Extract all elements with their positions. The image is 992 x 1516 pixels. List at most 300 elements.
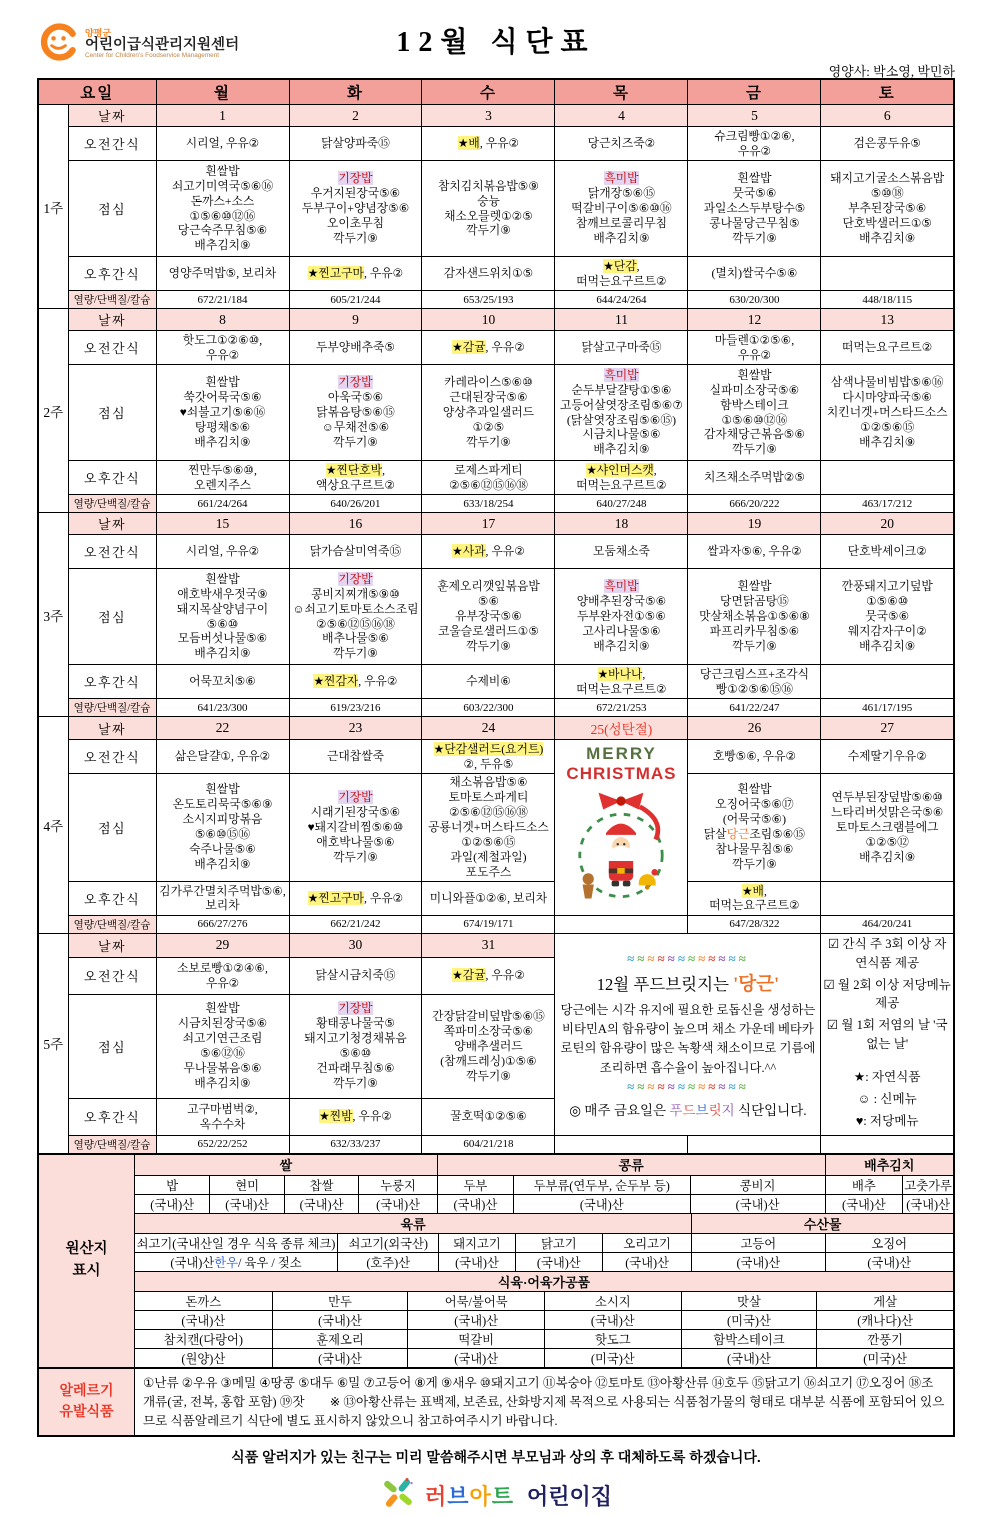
- menu-line: 배추김치⑨: [194, 238, 251, 253]
- origin-item-name: 고등어: [691, 1233, 824, 1252]
- nutrition-cell: 644/24/264: [555, 291, 688, 309]
- origin-item-name: 두부류(연두부, 순두부 등): [513, 1175, 690, 1194]
- menu-line: 깍두기⑨: [333, 646, 378, 661]
- week-pm-row: [38, 257, 954, 291]
- origin-item-name: 게살: [816, 1291, 953, 1310]
- pm-snack-cell: [821, 257, 954, 291]
- menu-line: 꿀호떡①②⑤⑥: [450, 1109, 527, 1124]
- menu-line: 흰쌀밥: [737, 579, 772, 594]
- pm-snack-cell: [156, 461, 289, 495]
- menu-line: 숙주나물⑤⑥: [189, 842, 256, 857]
- origin-country: (국내)산: [825, 1194, 903, 1213]
- origin-item-name: 쇠고기(외국산): [337, 1233, 438, 1252]
- menu-line: 양상추과일샐러드: [442, 405, 535, 420]
- menu-line: 깍두기⑨: [333, 230, 378, 245]
- origin-group-header: 콩류: [437, 1155, 825, 1175]
- origin-country: (원양)산: [135, 1348, 272, 1367]
- lunch-cell: [422, 774, 555, 882]
- menu-line: ★찐감자, 우유②: [313, 674, 398, 689]
- row-label-date: 날짜: [68, 513, 156, 535]
- date-cell: 8: [156, 309, 289, 331]
- menu-line: 닭살시금치죽⑮: [315, 968, 396, 983]
- menu-line: 배추김치⑨: [593, 230, 650, 245]
- menu-line: 코울슬로샐러드①⑤: [438, 623, 539, 638]
- week-am-row: [38, 127, 954, 161]
- brand-char: 트: [491, 1484, 515, 1510]
- origin-row: [135, 1155, 953, 1175]
- origin-item-name: 쇠고기(국내산일 경우 식육 종류 체크): [135, 1233, 337, 1252]
- week-am-row: [38, 535, 954, 569]
- origin-country: (국내)산: [515, 1252, 603, 1271]
- row-label-lunch: 점심: [68, 774, 156, 882]
- menu-line: 깍두기⑨: [333, 849, 378, 864]
- origin-item-name: 핫도그: [544, 1329, 681, 1348]
- origin-row: [135, 1329, 953, 1348]
- origin-item-name: 누룽지: [358, 1175, 437, 1194]
- origin-country: (국내)산: [438, 1252, 514, 1271]
- pm-snack-cell: [688, 461, 821, 495]
- legend-symbol-item: ★: 자연식품: [853, 1070, 921, 1085]
- origin-country: (국내)산: [407, 1310, 544, 1329]
- menu-line: 흰쌀밥: [737, 171, 772, 186]
- menu-line: ☺쇠고기토마토소스조림: [292, 601, 419, 616]
- week-date-row: [38, 105, 954, 127]
- menu-line: 단호박샐러드①⑤: [842, 215, 932, 230]
- menu-line: 삼색나물비빔밥⑤⑥⑯: [830, 375, 944, 390]
- pm-snack-cell: [422, 257, 555, 291]
- lunch-cell: [688, 161, 821, 257]
- origin-item-name: 떡갈비: [407, 1329, 544, 1348]
- menu-line: 고등어살엿장조림⑤⑥⑦: [560, 397, 683, 412]
- menu-line: 흰쌀밥: [737, 367, 772, 382]
- row-label-date: 날짜: [68, 105, 156, 127]
- menu-line: ⑤⑥⑩⑮⑯: [194, 827, 251, 842]
- menu-line: 깍두기⑨: [732, 442, 777, 457]
- menu-line: 훈제오리깻잎볶음밥: [437, 579, 540, 594]
- week-pm-row: [38, 881, 954, 915]
- menu-line: 고사리나물⑤⑥: [582, 623, 661, 638]
- logo-region: 양평군: [85, 27, 112, 38]
- decor-glyph: ≈: [647, 950, 658, 966]
- menu-line: 깍두기⑨: [333, 1076, 378, 1091]
- date-cell: 6: [821, 105, 954, 127]
- menu-line: 쑥갓어묵국⑤⑥: [183, 390, 262, 405]
- week-nutrition-row: [38, 1135, 954, 1154]
- menu-line: 파프리카무침⑤⑥: [709, 623, 800, 638]
- foodbridge-body: 당근에는 시각 유지에 필요한 로돕신을 생성하는 비타민A의 함유량이 높으며 채소 가운데 베타카로틴의 함유량이 많은 녹황색 채소이므로 기름에 조리하면 흡수율이 높아집니다.^^: [560, 1002, 816, 1075]
- menu-line: 떠먹는요구르트②: [709, 898, 800, 913]
- menu-line: 기장밥: [338, 375, 373, 390]
- menu-line: 흰쌀밥: [205, 571, 240, 586]
- legend-check-item: ☑ 월 2회 이상 저당메뉴 제공: [823, 977, 951, 1011]
- menu-line: 미니와플①②⑥, 보리차: [429, 890, 548, 905]
- legend-box: [821, 933, 954, 1135]
- week-date-row: [38, 309, 954, 331]
- am-snack-cell: [688, 127, 821, 161]
- date-cell: 9: [289, 309, 422, 331]
- origin-country: (국내)산: [902, 1194, 953, 1213]
- menu-line: 닭살당근조림⑤⑥⑮: [703, 827, 806, 842]
- menu-line: 마들렌①②⑤⑥,: [714, 332, 795, 347]
- origin-label-line2: 표시: [72, 1262, 101, 1279]
- menu-line: 콩나물당근무침⑤: [709, 215, 800, 230]
- week-label: 2주: [38, 309, 68, 513]
- origin-country: (국내)산: [513, 1194, 690, 1213]
- pm-snack-cell: [156, 665, 289, 699]
- menu-line: 과일(제철과일): [450, 849, 527, 864]
- origin-item-name: 콩비지: [690, 1175, 825, 1194]
- pinwheel-logo-icon: [380, 1475, 416, 1516]
- decor-glyph: ≈: [687, 1078, 699, 1094]
- nutrition-cell: 604/21/218: [422, 1135, 555, 1154]
- menu-line: ★찐단호박,: [325, 462, 386, 477]
- menu-line: 황태콩나물국⑤: [316, 1016, 395, 1031]
- origin-row: [135, 1213, 953, 1233]
- nutrition-cell: 464/20/241: [821, 915, 954, 933]
- lunch-cell: [289, 994, 422, 1098]
- pm-snack-cell: [555, 257, 688, 291]
- menu-line: 깍두기⑨: [333, 434, 378, 449]
- menu-line: 쇠고기연근조림: [182, 1031, 263, 1046]
- origin-country: (국내)산: [272, 1348, 408, 1367]
- menu-line: 기장밥: [338, 171, 373, 186]
- allergy-section: [37, 1369, 955, 1438]
- legend-symbol-item: ♥: 저당메뉴: [855, 1113, 919, 1128]
- menu-line: 당면닭곰탕⑮: [720, 594, 789, 609]
- menu-line: 간장닭갈비덮밥⑤⑥⑮: [432, 1008, 545, 1023]
- row-label-pm: 오후간식: [68, 665, 156, 699]
- week-am-row: [38, 331, 954, 365]
- menu-line: 떠먹는요구르트②: [576, 273, 667, 288]
- origin-country: (국내)산: [825, 1252, 953, 1271]
- nutrition-cell: 672/21/184: [156, 291, 289, 309]
- date-cell: 16: [289, 513, 422, 535]
- origin-item-name: 맛살: [681, 1291, 817, 1310]
- menu-line: 소시지피망볶음: [182, 812, 263, 827]
- week-label: 5주: [38, 933, 68, 1154]
- decor-glyph: ≈: [657, 950, 668, 966]
- origin-row: [135, 1194, 953, 1213]
- origin-country: (국내)산: [284, 1194, 358, 1213]
- menu-line: 카레라이스⑤⑥⑩: [444, 375, 533, 390]
- menu-line: 흑미밥: [604, 579, 639, 594]
- menu-line: 시리얼, 우유②: [185, 544, 260, 559]
- date-cell: 27: [821, 717, 954, 740]
- lunch-cell: [688, 774, 821, 882]
- menu-line: 순두부달걀탕①⑤⑥: [571, 382, 672, 397]
- origin-item-name: 찹쌀: [284, 1175, 358, 1194]
- pm-snack-cell: [821, 665, 954, 699]
- origin-item-name: 참치캔(다랑어): [135, 1329, 272, 1348]
- am-snack-cell: [156, 740, 289, 774]
- origin-item-name: 현미: [209, 1175, 283, 1194]
- menu-line: 웨지감자구이②: [847, 623, 927, 638]
- menu-line: 깍두기⑨: [466, 1068, 511, 1083]
- decor-glyph: ≈: [728, 950, 739, 966]
- menu-line: 닭살고구마죽⑮: [581, 340, 662, 355]
- row-label-nutrition: 열량/단백질/칼슘: [68, 291, 156, 309]
- decor-glyph: ≈: [667, 950, 678, 966]
- date-cell: 5: [688, 105, 821, 127]
- menu-line: 배추김치⑨: [859, 849, 916, 864]
- day-header: 목: [555, 79, 688, 105]
- decor-glyph: ≈: [728, 1078, 739, 1094]
- origin-row: [135, 1291, 953, 1310]
- nutrition-cell: 619/23/216: [289, 699, 422, 717]
- menu-line: 양배추샐러드: [454, 1038, 523, 1053]
- menu-line: 보리차: [205, 898, 240, 913]
- date-cell: 18: [555, 513, 688, 535]
- origin-country: (국내)산 한우 / 육우 / 젖소: [135, 1252, 337, 1271]
- nutrition-cell: 641/23/300: [156, 699, 289, 717]
- lunch-cell: [555, 365, 688, 461]
- am-snack-cell: [688, 535, 821, 569]
- brand-char: 브: [447, 1484, 470, 1510]
- menu-line: 돈까스+소스: [190, 193, 255, 208]
- date-cell: 30: [289, 933, 422, 957]
- menu-line: ★바나나,: [597, 666, 646, 681]
- menu-line: 당근숙주무침⑤⑥: [177, 223, 268, 238]
- menu-line: 수제딸기우유②: [847, 749, 927, 764]
- nutrition-cell: 647/28/322: [688, 915, 821, 933]
- am-snack-cell: [422, 957, 555, 994]
- date-cell: 11: [555, 309, 688, 331]
- date-cell: 29: [156, 933, 289, 957]
- decor-glyph: ≈: [698, 950, 709, 966]
- allergy-label-line1: 알레르기: [59, 1384, 114, 1400]
- menu-line: 치즈채소주먹밥②⑤: [703, 470, 805, 485]
- lunch-cell: [821, 569, 954, 665]
- menu-line: ⑤⑥⑩: [339, 1046, 372, 1061]
- menu-line: 참치김치볶음밥⑤⑨: [438, 178, 539, 193]
- menu-line: 유부장국⑤⑥: [455, 609, 522, 624]
- menu-line: 배추김치⑨: [593, 638, 650, 653]
- origin-item-name: 배추: [825, 1175, 903, 1194]
- origin-item-name: 오리고기: [602, 1233, 691, 1252]
- menu-line: 참나물무침⑤⑥: [715, 842, 794, 857]
- date-cell: 15: [156, 513, 289, 535]
- nutrition-cell: 632/33/237: [289, 1135, 422, 1154]
- decor-glyph: ≈: [657, 1078, 668, 1094]
- legend-check-item: ☑ 월 1회 저염의 날 '국 없는 날': [826, 1018, 948, 1052]
- menu-line: 콩비지찌개⑤⑨⑩: [311, 586, 400, 601]
- date-cell: 17: [422, 513, 555, 535]
- day-header: 수: [422, 79, 555, 105]
- menu-line: 기장밥: [338, 789, 373, 804]
- row-label-nutrition: 열량/단백질/칼슘: [68, 1135, 156, 1154]
- decor-glyph: ≈: [677, 950, 688, 966]
- menu-line: ★배, 우유②: [457, 136, 520, 151]
- week-label: 4주: [38, 717, 68, 934]
- origin-item-name: 소시지: [544, 1291, 681, 1310]
- menu-line: 깍두기⑨: [466, 223, 511, 238]
- menu-line: [823, 271, 951, 276]
- menu-line: 양배추된장국⑤⑥: [576, 594, 667, 609]
- menu-line: ♥돼지갈비찜⑤⑥⑩: [307, 819, 404, 834]
- menu-line: ★감귤, 우유②: [452, 340, 525, 355]
- date-cell: 3: [422, 105, 555, 127]
- am-snack-cell: [688, 331, 821, 365]
- menu-line: 채소오믈렛①②⑤: [444, 208, 533, 223]
- origin-country: (국내)산: [272, 1310, 408, 1329]
- menu-line: 우유②: [737, 143, 772, 158]
- pm-snack-cell: [289, 665, 422, 699]
- pm-snack-cell: [156, 1098, 289, 1135]
- date-cell: 13: [821, 309, 954, 331]
- legend-symbols: [823, 1068, 951, 1131]
- lunch-cell: [422, 569, 555, 665]
- daycare-brand-name: [425, 1480, 514, 1511]
- lunch-cell: [289, 774, 422, 882]
- day-header-row: [38, 79, 954, 105]
- decor-glyph: ≈: [667, 1078, 678, 1094]
- week-label: 1주: [38, 105, 68, 309]
- pm-snack-cell: [688, 257, 821, 291]
- menu-line: 흑미밥: [604, 171, 639, 186]
- lunch-cell: [422, 994, 555, 1098]
- menu-line: ⑤⑩⑱: [870, 186, 904, 201]
- week-lunch-row: [38, 161, 954, 257]
- origin-group-header: 배추김치: [825, 1155, 953, 1175]
- lunch-cell: [156, 774, 289, 882]
- footer-notice: 식품 알러지가 있는 친구는 미리 말씀해주시면 부모님과 상의 후 대체하도록 하겠습니다.: [231, 1449, 761, 1466]
- origin-country: (미국)산: [816, 1348, 953, 1367]
- lunch-cell: [422, 161, 555, 257]
- menu-line: 공룡너겟+머스타드소스: [428, 819, 549, 834]
- row-label-date: 날짜: [68, 933, 156, 957]
- am-snack-cell: [821, 331, 954, 365]
- menu-line: 배추김치⑨: [194, 434, 251, 449]
- menu-line: (참깨드레싱)①⑤⑥: [440, 1053, 537, 1068]
- nutrition-cell: 603/22/300: [422, 699, 555, 717]
- am-snack-cell: [422, 740, 555, 774]
- pm-snack-cell: [289, 1098, 422, 1135]
- week-date-row: [38, 933, 954, 957]
- origin-item-name: 닭고기: [515, 1233, 603, 1252]
- menu-line: 모듬버섯나물⑤⑥: [177, 631, 268, 646]
- origin-item-name: 돈까스: [135, 1291, 272, 1310]
- lunch-cell: [821, 161, 954, 257]
- menu-line: 쇠고기미역국⑤⑥⑯: [171, 178, 274, 193]
- lunch-cell: [422, 365, 555, 461]
- menu-line: 흰쌀밥: [737, 782, 772, 797]
- menu-line: 떡갈비구이⑤⑥⑩⑯: [571, 201, 672, 216]
- menu-line: 두부완자전①⑤⑥: [577, 609, 666, 624]
- menu-line: [823, 475, 951, 480]
- decor-glyph: ≈: [677, 1078, 688, 1094]
- nutrition-cell: 674/19/171: [422, 915, 555, 933]
- row-label-pm: 오후간식: [68, 1098, 156, 1135]
- week-pm-row: [38, 461, 954, 495]
- nutrition-cell: 652/22/252: [156, 1135, 289, 1154]
- nutrition-cell: 661/24/264: [156, 495, 289, 513]
- nutrition-cell: [821, 1135, 954, 1154]
- lunch-cell: [289, 569, 422, 665]
- menu-line: 깍두기⑨: [466, 638, 511, 653]
- date-cell: 4: [555, 105, 688, 127]
- row-label-nutrition: 열량/단백질/칼슘: [68, 915, 156, 933]
- menu-line: 과일소스두부탕수⑤: [703, 201, 806, 216]
- menu-line: ★사과, 우유②: [452, 544, 525, 559]
- am-snack-cell: [422, 535, 555, 569]
- decor-row: [557, 951, 818, 967]
- menu-line: (멸치)쌀국수⑤⑥: [711, 266, 798, 281]
- origin-item-name: 훈제오리: [272, 1329, 408, 1348]
- week-lunch-row: [38, 569, 954, 665]
- nutrition-cell: 641/22/247: [688, 699, 821, 717]
- origin-row: [135, 1252, 953, 1271]
- nutrition-cell: 653/25/193: [422, 291, 555, 309]
- menu-line: ☺무채전⑤⑥: [321, 419, 390, 434]
- menu-line: ①⑤⑥⑩: [866, 594, 909, 609]
- origin-country: (국내)산: [135, 1310, 272, 1329]
- origin-label-line1: 원산지: [65, 1241, 108, 1258]
- pm-snack-cell: [555, 665, 688, 699]
- origin-group-header: 육류: [135, 1213, 691, 1233]
- origin-item-name: 두부: [437, 1175, 513, 1194]
- menu-line: 치킨너겟+머스타드소스: [826, 405, 948, 420]
- week-lunch-row: [38, 365, 954, 461]
- menu-line: 근대된장국⑤⑥: [449, 390, 528, 405]
- menu-line: 채소볶음밥⑤⑥: [449, 775, 528, 789]
- am-snack-cell: [289, 127, 422, 161]
- page-header: [37, 8, 955, 78]
- day-column-header: 요일: [38, 79, 156, 105]
- week-lunch-row: [38, 774, 954, 882]
- pm-snack-cell: [289, 461, 422, 495]
- nutrition-cell: 463/17/212: [821, 495, 954, 513]
- date-cell: 12: [688, 309, 821, 331]
- row-label-lunch: 점심: [68, 994, 156, 1098]
- menu-line: [823, 679, 951, 684]
- date-cell: 26: [688, 717, 821, 740]
- nutrition-cell: 666/20/222: [688, 495, 821, 513]
- menu-line: 쪽파미소장국⑤⑥: [443, 1023, 534, 1038]
- menu-line: 돼지고기굴소스볶음밥: [830, 171, 945, 186]
- date-cell: 20: [821, 513, 954, 535]
- origin-item-name: 깐풍기: [816, 1329, 953, 1348]
- decor-glyph: ≈: [687, 950, 699, 966]
- origin-country: (미국)산: [681, 1310, 817, 1329]
- menu-line: 깍두기⑨: [732, 857, 777, 872]
- daycare-logo: [37, 1475, 955, 1516]
- origin-item-name: 밥: [135, 1175, 209, 1194]
- menu-line: (어묵국⑤⑥): [722, 812, 787, 827]
- daycare-brand-suffix: 어린이집: [527, 1484, 613, 1510]
- pm-snack-cell: [422, 461, 555, 495]
- menu-line: ①②⑤⑫: [865, 834, 909, 849]
- menu-line: 모둠채소죽: [592, 544, 650, 559]
- menu-line: 시래기된장국⑤⑥: [310, 804, 401, 819]
- menu-line: 배추김치⑨: [593, 442, 650, 457]
- nutrition-cell: [688, 1135, 821, 1154]
- origin-row: [135, 1233, 953, 1252]
- menu-line: 배추김치⑨: [194, 1076, 251, 1091]
- menu-line: 오렌지주스: [194, 477, 251, 492]
- menu-line: ★찐고구마, 우유②: [307, 890, 404, 905]
- am-snack-cell: [688, 740, 821, 774]
- decor-row: [557, 1079, 818, 1095]
- menu-line: 김가루간멸치주먹밥⑤⑥,: [159, 883, 286, 898]
- menu-line: 느타리버섯맑은국⑤⑥: [831, 804, 944, 819]
- menu-line: ①②⑤: [472, 419, 505, 434]
- lunch-cell: [555, 569, 688, 665]
- row-label-nutrition: 열량/단백질/칼슘: [68, 699, 156, 717]
- week-nutrition-row: [38, 291, 954, 309]
- origin-rows: [135, 1155, 953, 1367]
- allergy-label-line2: 유발식품: [59, 1405, 114, 1421]
- menu-line: ★샤인머스캣,: [586, 462, 657, 477]
